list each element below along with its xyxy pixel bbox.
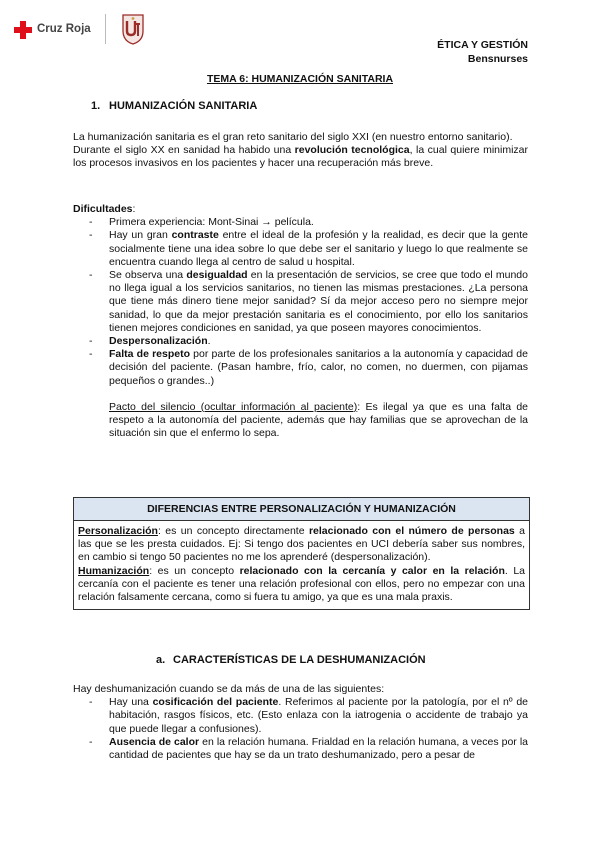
red-cross-icon	[14, 21, 32, 39]
intro-block	[73, 131, 528, 171]
section-number: 1.	[91, 100, 101, 112]
university-crest-icon	[116, 12, 150, 46]
humanizacion-definition: Humanización: es un concepto relacionado con la cercanía y calor en la relación. La cercanía con el paciente es tener una relación profesional con ellos, pero no empezar con una relación falsamente cercana, como si fuera tu amigo, ya que es una mala praxis.	[78, 564, 526, 604]
document-header	[437, 38, 528, 66]
section-number: a.	[156, 654, 166, 666]
logo-divider	[105, 14, 106, 44]
author-name: Bensnurses	[467, 53, 528, 65]
tech-paragraph: Durante el siglo XX en sanidad ha habido una revolución tecnológica, la cual quiere minimizar los procesos invasivos en los pacientes y hacer una recuperación más breve.	[73, 144, 528, 170]
list-item: - Despersonalización.	[73, 335, 528, 348]
deshumanizacion-list	[73, 696, 528, 762]
table-body	[74, 521, 529, 609]
list-item: - Primera experiencia: Mont-Sinai → película.	[73, 216, 528, 229]
list-item: - Hay una cosificación del paciente. Referimos al paciente por la patología, por el nº de habitación, rasgos físicos, etc. (Esto enlaza con la iatrogenia o accidente de trabajo ya que puede llegar a confusiones).	[73, 696, 528, 736]
intro-paragraph: La humanización sanitaria es el gran reto sanitario del siglo XXI (en nuestro entorno sanitario).	[73, 131, 513, 143]
deshumanizacion-intro: Hay deshumanización cuando se da más de una de las siguientes:	[73, 683, 385, 695]
table-header: DIFERENCIAS ENTRE PERSONALIZACIÓN Y HUMANIZACIÓN	[74, 498, 529, 521]
subject-title: ÉTICA Y GESTIÓN	[437, 39, 528, 51]
personalizacion-definition: Personalización: es un concepto directamente relacionado con el número de personas a las que se les presta cuidados. Ej: Si tengo dos pacientes en UCI debería saber sus nombres, en cambio si tengo 50 pacientes no me los aprenderé (despersonalización).	[78, 525, 525, 564]
cruz-roja-logo-text: Cruz Roja	[37, 23, 91, 35]
pacto-silencio-paragraph: Pacto del silencio (ocultar información al paciente): Es ilegal ya que es una falta de respeto a la autonomía del paciente, además que hay familias que se aprovechan de la situación sin que el enfermo lo sepa.	[109, 400, 528, 440]
dificultades-heading: Dificultades:	[73, 203, 136, 215]
dificultades-list	[73, 216, 528, 388]
dificultades-block	[73, 203, 528, 440]
page-title: TEMA 6: HUMANIZACIÓN SANITARIA	[206, 73, 394, 85]
section-title: CARACTERÍSTICAS DE LA DESHUMANIZACIÓN	[173, 654, 426, 666]
list-item: - Falta de respeto por parte de los profesionales sanitarios a la autonomía y capacidad de decisión del paciente. (Pasan hambre, frío, calor, no comen, no duermen, con pijamas pequeños o grandes..)	[73, 348, 528, 388]
comparison-table	[73, 497, 530, 610]
section-heading-1	[73, 100, 528, 113]
list-item: - Ausencia de calor en la relación humana. Frialdad en la relación humana, a veces por la cantidad de pacientes que hay se da un trato deshumanizado, pero a pesar de	[73, 736, 528, 762]
list-item: - Se observa una desigualdad en la presentación de servicios, se cree que todo el mundo no llega igual a los servicios sanitarios, no tienen las mismas prestaciones. ¿La persona que tiene más dinero tiene mejor sanidad? Sí da mejor acceso pero no siempre mejor sanidad, lo que da mejor prestación sanitaria es el conocimiento, por ello los sanitarios tienen mejores condiciones en sanidad, ya que poseen mayores conocimientos.	[73, 269, 528, 335]
deshumanizacion-block	[73, 683, 528, 762]
section-title: HUMANIZACIÓN SANITARIA	[109, 100, 258, 112]
header-logos	[14, 12, 150, 46]
section-heading-a	[73, 654, 528, 667]
highlight-term: revolución tecnológica	[294, 144, 410, 157]
list-item: - Hay un gran contraste entre el ideal de la profesión y la realidad, es decir que la gente socialmente tiene una idea sobre lo que debe ser el sanitario y luego lo que realmente se encuentra cuando llega al centro de salud u hospital.	[73, 229, 528, 269]
